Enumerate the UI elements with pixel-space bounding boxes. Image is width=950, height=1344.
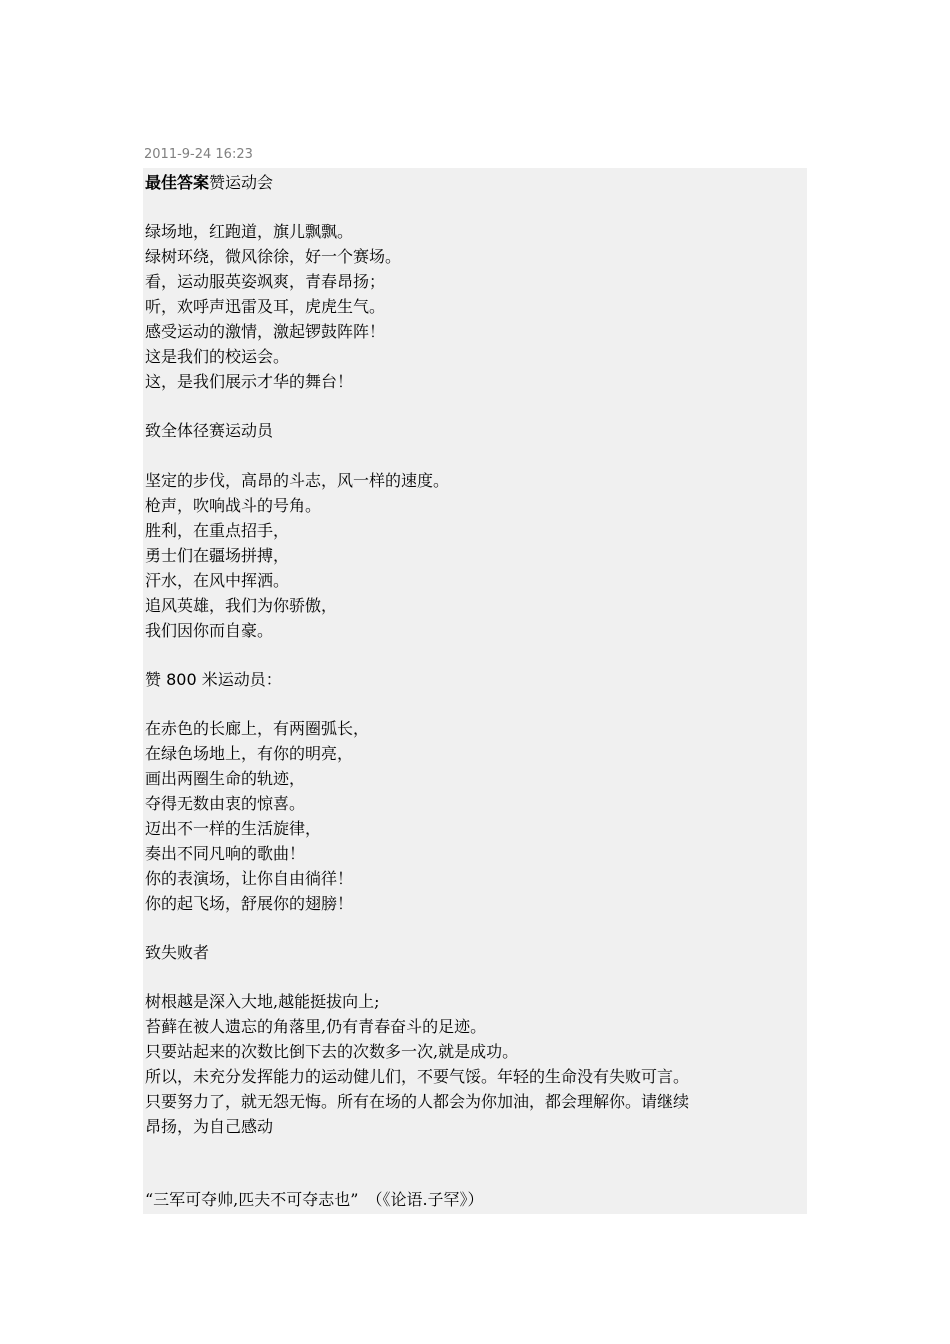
prose-line: 树根越是深入大地,越能挺拔向上; [145, 992, 380, 1011]
prose-line: 所以，未充分发挥能力的运动健儿们，不要气馁。年轻的生命没有失败可言。 [145, 1067, 690, 1086]
best-answer-box [143, 168, 807, 1214]
poem-line: 枪声，吹响战斗的号角。 [145, 496, 322, 515]
poem-line: 坚定的步伐，高昂的斗志，风一样的速度。 [145, 471, 450, 490]
section-heading: 致全体径赛运动员 [145, 421, 274, 440]
prose-line: 昂扬，为自己感动 [145, 1117, 274, 1136]
poem-line: 画出两圈生命的轨迹， [145, 769, 306, 788]
poem-line: 这，是我们展示才华的舞台！ [145, 372, 354, 391]
quote-line: “三军可夺帅,匹夫不可夺志也” （《论语.子罕》） [145, 1190, 484, 1209]
poem-line: 绿树环绕，微风徐徐，好一个赛场。 [145, 247, 402, 266]
prose-line: 只要站起来的次数比倒下去的次数多一次,就是成功。 [145, 1042, 519, 1061]
answer-title-line [145, 172, 273, 194]
poem-line: 迈出不一样的生活旋律， [145, 819, 322, 838]
poem-line: 听，欢呼声迅雷及耳，虎虎生气。 [145, 297, 386, 316]
poem-line: 胜利，在重点招手， [145, 521, 290, 540]
prose-line: 只要努力了，就无怨无悔。所有在场的人都会为你加油，都会理解你。请继续 [145, 1092, 690, 1111]
poem-line: 夺得无数由衷的惊喜。 [145, 794, 306, 813]
poem-line: 看，运动服英姿飒爽，青春昂扬； [145, 272, 386, 291]
poem-line: 勇士们在疆场拼搏， [145, 546, 290, 565]
poem-line: 我们因你而自豪。 [145, 621, 274, 640]
section-heading [145, 669, 282, 691]
poem-line: 汗水，在风中挥洒。 [145, 571, 290, 590]
poem-line: 感受运动的激情，激起锣鼓阵阵！ [145, 322, 386, 341]
timestamp: 2011-9-24 16:23 [144, 147, 253, 162]
best-answer-label: 最佳答案 [145, 173, 210, 192]
prose-line: 苔藓在被人遗忘的角落里,仍有青春奋斗的足迹。 [145, 1017, 487, 1036]
poem-line: 在赤色的长廊上，有两圈弧长， [145, 719, 370, 738]
poem-line: 奏出不同凡响的歌曲！ [145, 844, 306, 863]
heading-prefix: 赞 [145, 670, 167, 689]
section-heading: 致失败者 [145, 943, 210, 962]
heading-number: 800 [166, 670, 197, 689]
poem-line: 追风英雄，我们为你骄傲， [145, 596, 338, 615]
answer-title: 赞运动会 [209, 173, 274, 192]
poem-line: 这是我们的校运会。 [145, 347, 290, 366]
heading-suffix: 米运动员： [196, 670, 282, 689]
poem-line: 你的表演场，让你自由徜徉！ [145, 869, 354, 888]
poem-line: 你的起飞场，舒展你的翅膀！ [145, 894, 354, 913]
poem-line: 在绿色场地上，有你的明亮， [145, 744, 354, 763]
poem-line: 绿场地，红跑道，旗儿飘飘。 [145, 222, 354, 241]
